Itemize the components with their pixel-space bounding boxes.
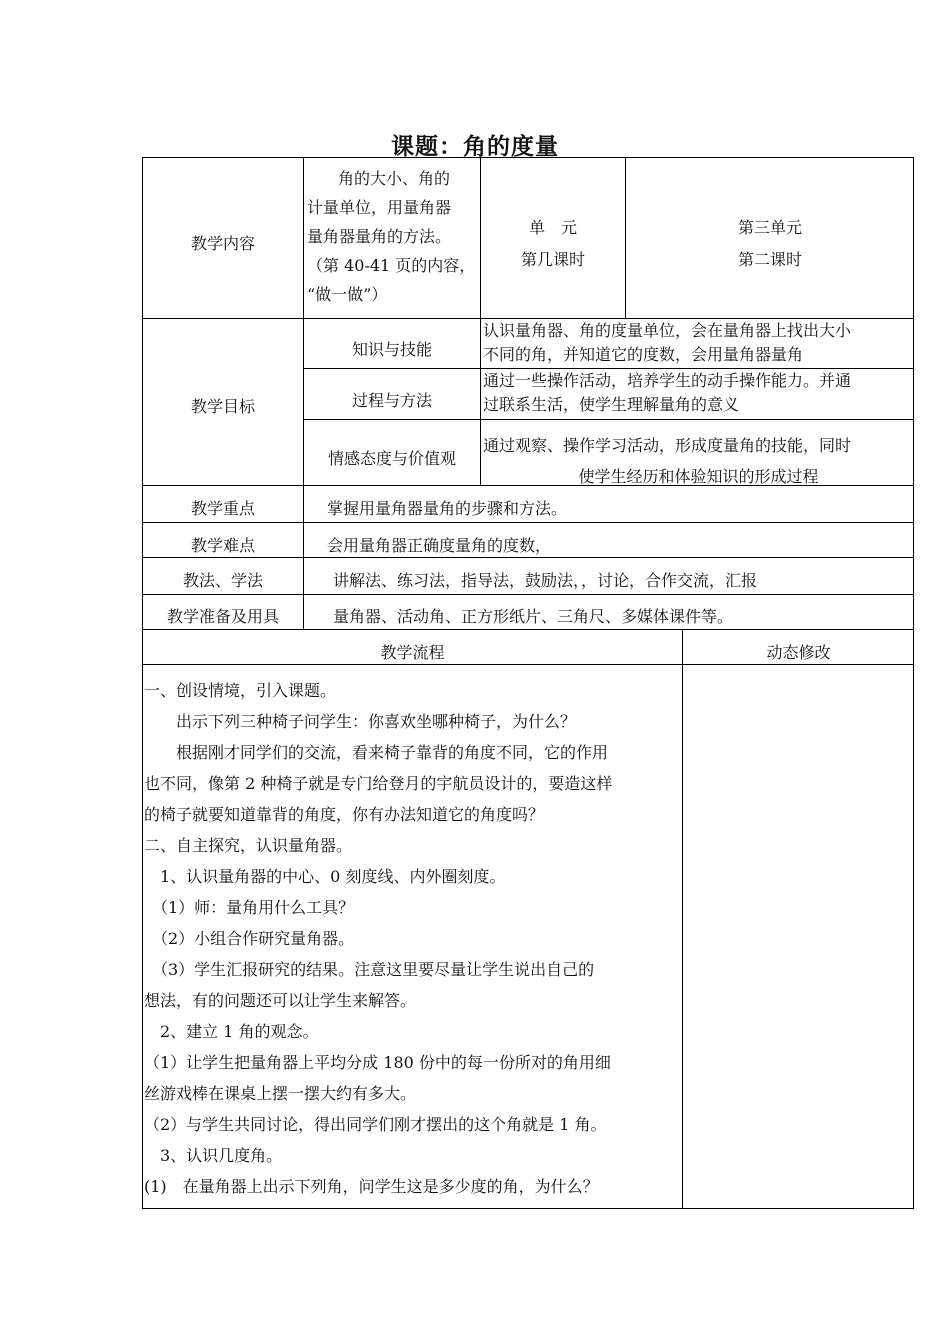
flow-line: 2、建立 1 角的观念。 — [144, 1022, 319, 1041]
flow-line: 也不同，像第 2 种椅子就是专门给登月的宇航员设计的，要造这样 — [144, 774, 613, 793]
teaching-flow-header: 教学流程 — [380, 643, 445, 662]
knowledge-text — [483, 319, 914, 367]
content-line: 角的大小、角的 — [338, 169, 451, 188]
lesson-number-value: 第二课时 — [737, 250, 802, 269]
unit-label: 单 元 — [528, 218, 577, 237]
flow-line: （3）学生汇报研究的结果。注意这里要尽量让学生说出自己的 — [144, 960, 595, 979]
document-title: 课题：角的度量 — [391, 134, 559, 160]
process-line: 过联系生活，使学生理解量角的意义 — [483, 395, 740, 414]
knowledge-line: 不同的角，并知道它的度数，会用量角器量角 — [483, 345, 804, 364]
emotion-line: 通过观察、操作学习活动，形成度量角的技能，同时 — [483, 436, 852, 455]
flow-line: 出示下列三种椅子问学生：你喜欢坐哪种椅子，为什么？ — [144, 712, 577, 731]
process-line: 通过一些操作活动，培养学生的动手操作能力。并通 — [483, 371, 852, 390]
method-text: 讲解法、练习法，指导法，鼓励法，，讨论，合作交流，汇报 — [333, 571, 758, 590]
content-line: 计量单位，用量角器 — [307, 198, 452, 217]
column-divider — [303, 157, 304, 485]
column-divider — [303, 485, 304, 629]
preparation-text: 量角器、活动角、正方形纸片、三角尺、多媒体课件等。 — [333, 607, 734, 626]
row-divider — [142, 629, 914, 630]
content-line: 量角器量角的方法。 — [307, 227, 452, 246]
knowledge-label: 知识与技能 — [351, 340, 432, 359]
column-divider — [682, 629, 683, 1209]
teaching-flow-body — [144, 675, 682, 1202]
flow-line: 二、自主探究，认识量角器。 — [144, 836, 353, 855]
flow-line: 3、认识几度角。 — [144, 1146, 283, 1165]
goals-label: 教学目标 — [190, 397, 255, 416]
flow-line: （1）让学生把量角器上平均分成 180 份中的每一份所对的角用细 — [144, 1053, 611, 1072]
emotion-line: 使学生经历和体验知识的形成过程 — [578, 467, 819, 486]
difficulty-text: 会用量角器正确度量角的度数， — [327, 536, 552, 555]
process-label: 过程与方法 — [351, 391, 432, 410]
method-label: 教法、学法 — [182, 571, 263, 590]
row-divider — [142, 522, 914, 523]
column-divider — [480, 157, 481, 485]
content-line: （第 40-41 页的内容， — [307, 256, 476, 275]
flow-line: 想法，有的问题还可以让学生来解答。 — [144, 991, 417, 1010]
flow-line: 丝游戏棒在课桌上摆一摆大约有多大。 — [144, 1084, 417, 1103]
flow-line: （2）小组合作研究量角器。 — [144, 929, 355, 948]
preparation-label: 教学准备及用具 — [166, 607, 279, 626]
flow-line: (1) 在量角器上出示下列角，问学生这是多少度的角，为什么？ — [144, 1177, 599, 1196]
flow-line: （1）师：量角用什么工具？ — [144, 898, 355, 917]
row-divider — [303, 419, 914, 420]
content-label: 教学内容 — [190, 234, 255, 253]
difficulty-label: 教学难点 — [190, 536, 255, 555]
key-point-label: 教学重点 — [190, 499, 255, 518]
flow-line: 1、认识量角器的中心、0 刻度线、内外圈刻度。 — [144, 867, 506, 886]
flow-line: 一、创设情境，引入课题。 — [144, 681, 337, 700]
content-description — [307, 164, 479, 309]
flow-line: 的椅子就要知道靠背的角度，你有办法知道它的角度吗？ — [144, 805, 545, 824]
flow-line: （2）与学生共同讨论，得出同学们刚才摆出的这个角就是 1 角。 — [144, 1115, 607, 1134]
key-point-text: 掌握用量角器量角的步骤和方法。 — [327, 499, 568, 518]
flow-line: 根据刚才同学们的交流，看来椅子靠背的角度不同，它的作用 — [144, 743, 609, 762]
emotion-label: 情感态度与价值观 — [327, 449, 456, 468]
content-line: “做一做”） — [307, 285, 388, 304]
knowledge-line: 认识量角器、角的度量单位，会在量角器上找出大小 — [483, 321, 852, 340]
lesson-number-label: 第几课时 — [520, 250, 585, 269]
emotion-text — [483, 430, 914, 492]
row-divider — [142, 594, 914, 595]
unit-value: 第三单元 — [737, 218, 802, 237]
process-text — [483, 369, 914, 417]
dynamic-revision-header: 动态修改 — [766, 643, 831, 662]
